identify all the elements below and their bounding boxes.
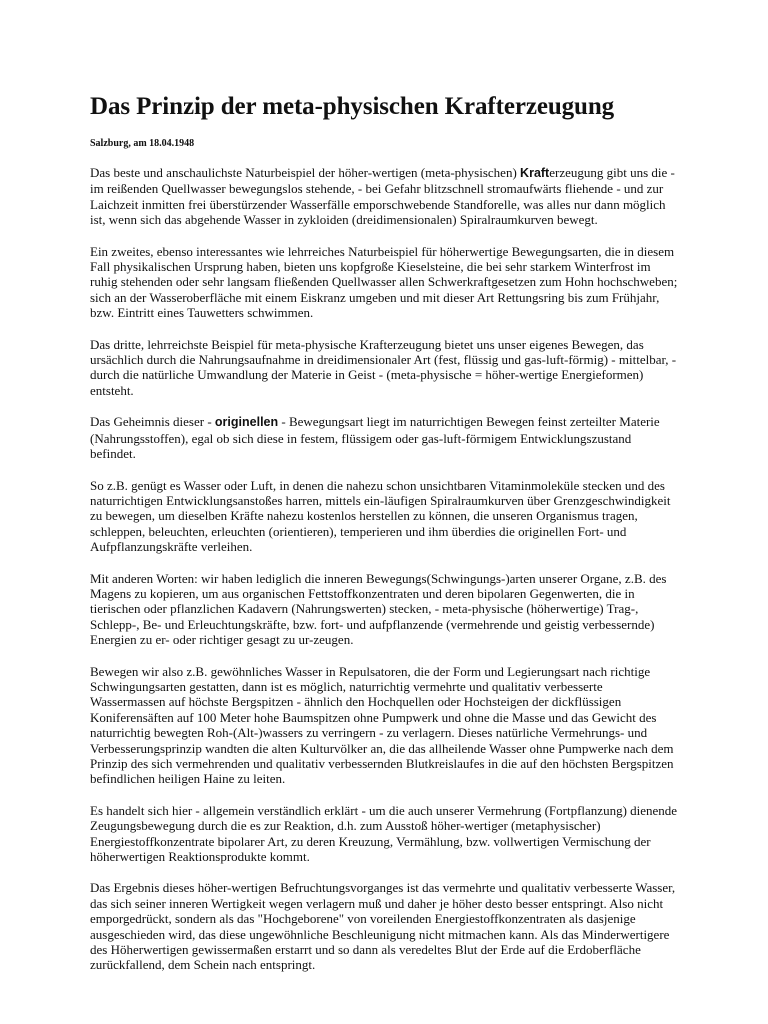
paragraph-2: Ein zweites, ebenso interessantes wie lehrreiches Naturbeispiel für höherwertige Bewegungsarten, die in diesem Fall physikalischen Ursprung haben, bieten uns kopfgroße Kieselsteine, die bei sehr starkem Winterfrost im ruhig stehenden oder sehr langsam fließenden Quellwasser allen Schwerkraftgesetzen zum Hohn hochschweben; sich an der Wasseroberfläche mit einem Eiskranz umgeben und mit dieser Art Rettungsring bis zum Frühjahr, bzw. Eintritt eines Tauwetters schwimmen. xyxy=(90,243,678,321)
paragraph-7: Bewegen wir also z.B. gewöhnliches Wasser in Repulsatoren, die der Form und Legierungsart nach richtige Schwingungsarten gestatten, dann ist es möglich, naturrichtig vermehrte und qualitativ verbesserte Wassermassen auf höchste Bergspitzen - ähnlich den Hochquellen oder Hochsteigen der dickflüssigen Koniferensäften auf 100 Meter hohe Baumspitzen ohne Pumpwerk und ohne die Masse und das Gewicht des naturrichtig bewegten Roh-(Alt-)wassers zu verringern - zu verlagern. Dieses natürliche Vermehrungs- und Verbesserungsprinzip wandten die alten Kulturvölker an, die das allheilende Wasser ohne Pumpwerke nach dem Prinzip des sich vermehrenden und qualitativ verbessernden Blutkreislaufes in die auf den höchsten Bergspitzen befindlichen heiligen Haine zu leiten. xyxy=(90,663,674,787)
paragraph-1-bold: Kraft xyxy=(520,166,550,180)
paragraph-4-after: - Bewegungsart liegt im naturrichtigen Bewegen feinst zerteilter Materie (Nahrungsstoffen), egal ob sich diese in festem, flüssigem oder gas-luft-förmigem Entwicklungszustand befindet. xyxy=(90,414,660,462)
paragraph-5: So z.B. genügt es Wasser oder Luft, in denen die nahezu schon unsichtbaren Vitaminmoleküle stecken und des naturrichtigen Entwicklungsanstoßes harren, mittels ein-läufigen Spiralraumkurven über Grenzgeschwindigkeit zu bewegen, um dieselben Kräfte nahezu kostenlos herstellen zu können, die unseren Organismus tragen, schleppen, beleuchten, erleuchten (orientieren), temperieren und ihm überdies die originellen Fort- und Aufpflanzungskräfte verleihen. xyxy=(90,477,671,555)
dateline: Salzburg, am 18.04.1948 xyxy=(90,138,195,149)
paragraph-4 xyxy=(90,414,680,461)
paragraph-4-bold: originellen xyxy=(214,415,279,430)
paragraph-1-before: Das beste und anschaulichste Naturbeispiel der höher-wertigen (meta-physischen) xyxy=(90,165,521,180)
paragraph-4-before: Das Geheimnis dieser - xyxy=(90,414,215,430)
paragraph-3: Das dritte, lehrreichste Beispiel für meta-physische Krafterzeugung bietet uns unser eigenes Bewegen, das ursächlich durch die Nahrungsaufnahme in dreidimensionaler Art (fest, flüssig und gas-luft-förmig) - mittelbar, - durch die natürliche Umwandlung der Materie in Geist - (meta-physische = höher-wertige Energieformen) entsteht. xyxy=(90,336,677,398)
paragraph-6: Mit anderen Worten: wir haben lediglich die inneren Bewegungs(Schwingungs-)arten unserer Organe, z.B. des Magens zu kopieren, um aus organischen Fettstoffkonzentraten und deren bipolaren Gegenwerten, die in tierischen oder pflanzlichen Kadavern (Nahrungswerten) stecken, - meta-physische (höherwertige) Trag-, Schlepp-, Be- und Erleuchtungskräfte, bzw. fort- und aufpflanzende (vermehrende und geistig verbessernde) Energien zu er- oder richtiger gesagt zu ur-zeugen. xyxy=(90,570,667,648)
paragraph-8: Es handelt sich hier - allgemein verständlich erklärt - um die auch unserer Vermehrung (Fortpflanzung) dienende Zeugungsbewegung durch die es zur Reaktion, d.h. zum Ausstoß höher-wertiger (metaphysischer) Energiestoffkonzentrate bipolarer Art, zu deren Kreuzung, Vermählung, bzw. vollwertigen Vermischung der höherwertigen Reaktionsprodukte kommt. xyxy=(90,802,678,865)
document-page xyxy=(90,92,680,973)
page-title: Das Prinzip der meta-physischen Krafterzeugung xyxy=(90,93,615,120)
paragraph-1-after: erzeugung gibt uns die - im reißenden Quellwasser bewegungslos stehende, - bei Gefahr blitzschnell stromaufwärts fliehende - und zur Laichzeit inmitten frei überstürzender Wasserfälle emporschwebende Standforelle, was alles nur dann möglich ist, wenn sich das abgehende Wasser in zykloiden (dreidimensionalen) Spiralraumkurven bewegt. xyxy=(90,165,675,228)
paragraph-9: Das Ergebnis dieses höher-wertigen Befruchtungsvorganges ist das vermehrte und qualitativ verbesserte Wasser, das sich seiner inneren Wertigkeit wegen verlagern muß und daher je höher desto besser entspringt. Also nicht emporgedrückt, sondern als das "Hochgeborene" von voreilenden Energiestoffkonzentraten als dasjenige ausgeschieden wird, das diese ungewöhnliche Beschleunigung nicht mitmachen kann. Als das Minderwertigere des Höherwertigen gewissermaßen erstarrt und so dann als veredeltes Blut der Erde auf die Erdoberfläche zurückfallend, dem Schein nach entspringt. xyxy=(90,880,676,973)
paragraph-1 xyxy=(90,165,680,228)
